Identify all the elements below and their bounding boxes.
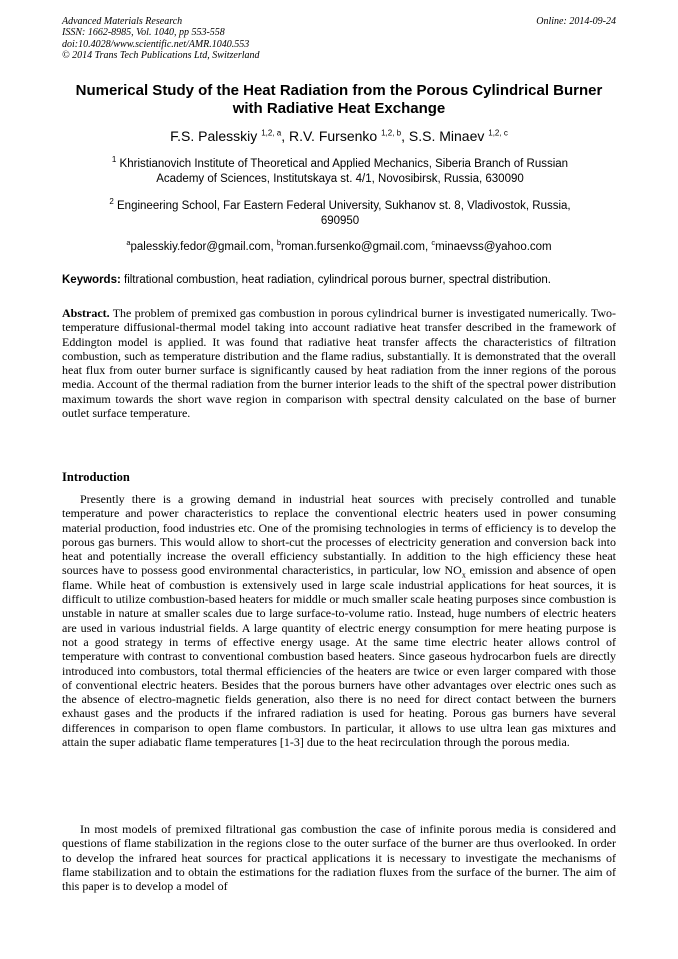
affiliation-text: Khristianovich Institute of Theoretical and Applied Mechanics, Siberia Branch of Russian Academy of Sciences, Institutskaya st. 4/1, Novosibirsk, Russia, 630090 xyxy=(119,158,569,185)
email-mark: a xyxy=(126,238,131,248)
doi-line: doi:10.4028/www.scientific.net/AMR.1040.553 xyxy=(62,38,250,50)
author-list: F.S. Palesskiy $^{1,2, a}$, R.V. Fursenko $^{1,2, b}$, S.S. Minaev $^{1,2, c}$ xyxy=(170,128,508,144)
subscript-x: x xyxy=(461,570,466,580)
email-mark: b xyxy=(276,238,282,248)
author-name: F.S. Palesskiy xyxy=(170,128,258,144)
journal-name: Advanced Materials Research xyxy=(62,16,183,27)
paper-title: Numerical Study of the Heat Radiation from the Porous Cylindrical Burner with Radiative Heat Exchange xyxy=(75,82,603,117)
introduction-paragraph-2: In most models of premixed filtrational gas combustion the case of infinite porous media is considered and questions of flame stabilization in the regions close to the outer surface of the burner are thus overlooked. In order to develop the infrared heat sources for practical applications it is necessary to investigate the mechanisms of flame stabilization and to obtain the estimations for the radiation fluxes from the surface of the burner. The aim of this paper is to develop a model of xyxy=(62,822,616,894)
introduction-paragraph-1 xyxy=(62,492,616,749)
email-link[interactable]: palesskiy.fedor@gmail.com xyxy=(130,241,271,253)
affiliation-2 xyxy=(90,199,590,229)
affiliation-1 xyxy=(90,157,590,187)
author-affiliation-mark: 1,2, b xyxy=(381,128,402,138)
author-affiliation-mark: 1,2, a xyxy=(261,128,282,138)
keywords-label: Keywords: xyxy=(62,274,121,286)
email-mark: c xyxy=(431,238,436,248)
author-affiliation-mark: 1,2, c xyxy=(488,128,508,138)
affiliation-number: 1 xyxy=(111,155,117,165)
copyright-line: © 2014 Trans Tech Publications Ltd, Switzerland xyxy=(62,50,260,62)
section-heading-introduction: Introduction xyxy=(62,470,130,484)
journal-header xyxy=(62,16,616,62)
abstract-text: The problem of premixed gas combustion in porous cylindrical burner is investigated numerically. Two-temperature diffusional-thermal model taking into account radiative heat transfer described in the framework of Eddington model is applied. It was found that radiative heat transfer affects the characteristics of filtration combustion, such as temperature distribution and the flame radius, substantially. It is demonstrated that the overall heat flux from outer burner surface is significantly caused by heat radiation from the inner regions of the porous media. Account of the thermal radiation from the burner interior leads to the shift of the spectral power distribution maximum towards the short wave region in comparison with spectral density calculated on the base of burner outlet surface temperature. xyxy=(62,306,616,421)
email-link[interactable]: roman.fursenko@gmail.com xyxy=(281,241,425,253)
email-link[interactable]: minaevss@yahoo.com xyxy=(435,241,552,253)
keywords xyxy=(62,273,616,287)
keywords-text: filtrational combustion, heat radiation, cylindrical porous burner, spectral distribution. xyxy=(124,274,551,286)
abstract xyxy=(62,306,616,420)
paragraph-text: emission and absence of open flame. While heat of combustion is extensively used in large scale industrial applications for heat sources, it is difficult to utilize combustion-based heaters for middle or much smaller scale heating purposes since combustion is unstable in nature at smaller scales due to large surface-to-volume ratio. Instead, huge numbers of electric heaters are used in various industrial fields. A large quantity of electric energy consumption for mere heating purpose is not a good strategy in terms of effective energy usage. At the same time electric heater allows control of temperature with contrast to conventional combustion based heaters. Since gaseous hydrocarbon fuels are directly introduced into combustors, total thermal efficiencies of the heaters are twice or even larger compared with those of conventional electric heaters. Besides that the porous burners have other advantages over electric ones such as the absence of electro-magnetic fields generation, also there is no need for direct contact between the burners exhaust gases and the products if the infrared radiation is used for heating. Porous gas burners have several differences in comparison to open flame combustors. In particular, it allows to use ultra lean gas mixtures and attain the super adiabatic flame temperatures [1-3] due to the heat recirculation through the porous media. xyxy=(62,563,616,750)
author-name: R.V. Fursenko xyxy=(288,128,378,144)
abstract-label: Abstract. xyxy=(62,306,110,320)
paragraph-text: Presently there is a growing demand in industrial heat sources with precisely controlled and tunable temperature and power characteristics to replace the conventional electric heaters used in power consuming material production, food industries etc. One of the promising technologies in terms of efficiency is to develop the porous gas burners. This would allow to short-cut the processes of electricity generation and conversion back into heat and potentially increase the overall efficiency substantially. In addition to the high efficiency these heat sources have to possess good environmental characteristics, in particular, low NO xyxy=(62,492,616,578)
online-date: Online: 2014-09-24 xyxy=(536,16,616,27)
issn-line: ISSN: 1662-8985, Vol. 1040, pp 553-558 xyxy=(62,27,225,39)
affiliation-number: 2 xyxy=(109,197,114,207)
email-list: $^a$palesskiy.fedor@gmail.com, $^b$roman.fursenko@gmail.com, $^c$minaevss@yahoo.com xyxy=(126,238,552,253)
affiliation-text: Engineering School, Far Eastern Federal University, Sukhanov st. 8, Vladivostok, Russia, 690950 xyxy=(117,200,571,227)
author-name: S.S. Minaev xyxy=(408,128,485,144)
